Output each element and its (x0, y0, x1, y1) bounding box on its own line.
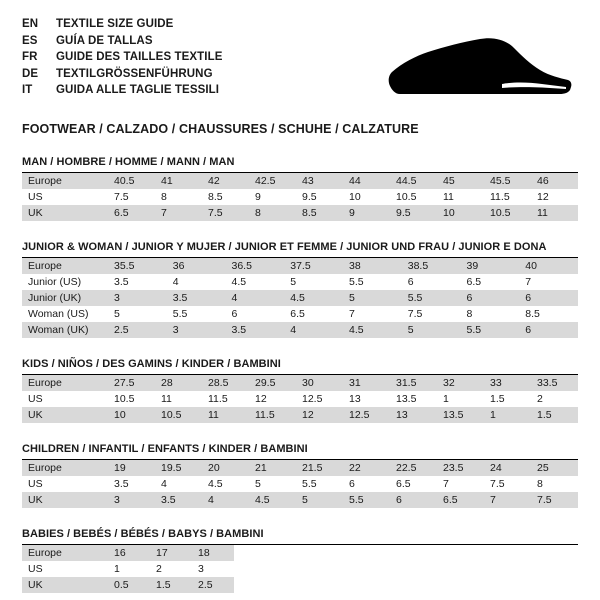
cell: 2 (537, 393, 543, 405)
cell: 38 (343, 258, 402, 274)
cell: 6.5 (396, 478, 411, 490)
cell: 11 (161, 393, 172, 405)
cell: 8.5 (525, 308, 540, 320)
table-row (22, 391, 578, 407)
cell: 7.5 (114, 191, 129, 203)
language-text: TEXTILGRÖSSENFÜHRUNG (56, 67, 213, 80)
cell: 4.5 (284, 290, 343, 306)
table-row (22, 173, 578, 189)
row-label: US (28, 191, 43, 203)
cell: 6 (231, 308, 238, 320)
section-title: KIDS / NIÑOS / DES GAMINS / KINDER / BAMBINI (22, 358, 578, 375)
row-label: Europe (22, 258, 108, 274)
size-table-kids (22, 375, 578, 423)
cell: 33.5 (531, 375, 578, 391)
cell: 27.5 (108, 375, 155, 391)
section-title: CHILDREN / INFANTIL / ENFANTS / KINDER / BAMBINI (22, 443, 578, 460)
size-table-babies (22, 545, 578, 593)
cell: 6 (461, 290, 520, 306)
language-text: TEXTILE SIZE GUIDE (56, 18, 174, 30)
cell: 10.5 (396, 191, 417, 203)
cell: 42.5 (249, 173, 296, 189)
cell: 5.5 (349, 276, 364, 288)
cell: 9.5 (390, 205, 437, 221)
cell: 23.5 (437, 460, 484, 476)
cell: 4.5 (208, 478, 223, 490)
cell: 2.5 (108, 322, 167, 338)
table-row (22, 492, 578, 508)
row-label: UK (22, 492, 108, 508)
cell: 18 (192, 545, 234, 561)
cell: 28.5 (202, 375, 249, 391)
cell: 6 (519, 290, 578, 306)
table-row (22, 274, 578, 290)
cell: 30 (296, 375, 343, 391)
language-row (22, 49, 223, 66)
cell: 41 (155, 173, 202, 189)
cell: 4 (172, 276, 179, 288)
category-title: FOOTWEAR / CALZADO / CHAUSSURES / SCHUHE / CALZATURE (22, 122, 419, 136)
cell: 12.5 (302, 393, 323, 405)
row-label: US (28, 393, 43, 405)
cell: 20 (202, 460, 249, 476)
cell: 40 (519, 258, 578, 274)
table-row (22, 306, 578, 322)
cell: 46 (531, 173, 578, 189)
table-row (22, 545, 578, 561)
cell-empty (234, 577, 578, 593)
cell: 4.5 (231, 276, 247, 288)
table-row (22, 460, 578, 476)
cell: 5 (255, 478, 261, 490)
row-label: Europe (22, 173, 108, 189)
cell: 1 (114, 563, 120, 575)
section-kids (22, 358, 578, 423)
row-label: Woman (UK) (22, 322, 108, 338)
cell: 8 (537, 478, 543, 490)
cell: 13.5 (396, 393, 417, 405)
cell: 44.5 (390, 173, 437, 189)
cell: 21.5 (296, 460, 343, 476)
table-row (22, 407, 578, 423)
cell: 17 (150, 545, 192, 561)
cell: 1.5 (531, 407, 578, 423)
cell: 6.5 (108, 205, 155, 221)
section-title: BABIES / BEBÉS / BÉBÉS / BABYS / BAMBINI (22, 528, 578, 545)
cell: 7.5 (531, 492, 578, 508)
cell: 5.5 (402, 290, 461, 306)
cell: 6 (519, 322, 578, 338)
cell: 3 (198, 563, 204, 575)
cell: 7 (484, 492, 531, 508)
cell: 4 (284, 322, 343, 338)
cell: 1.5 (490, 393, 505, 405)
cell: 5 (343, 290, 402, 306)
size-table-children (22, 460, 578, 508)
cell: 5 (290, 276, 297, 288)
cell: 6.5 (466, 276, 482, 288)
cell: 8 (466, 308, 473, 320)
language-text: GUIDE DES TAILLES TEXTILE (56, 51, 223, 63)
cell: 3 (108, 290, 167, 306)
cell: 31.5 (390, 375, 437, 391)
cell: 9 (343, 205, 390, 221)
cell: 1.5 (150, 577, 192, 593)
cell: 3.5 (167, 290, 226, 306)
cell: 10 (437, 205, 484, 221)
language-row (22, 33, 223, 50)
cell: 3 (167, 322, 226, 338)
cell: 3.5 (155, 492, 202, 508)
cell: 5.5 (461, 322, 520, 338)
cell: 11 (531, 205, 578, 221)
cell: 28 (155, 375, 202, 391)
row-label: US (28, 563, 43, 575)
table-row (22, 290, 578, 306)
table-row (22, 375, 578, 391)
cell: 7.5 (407, 308, 423, 320)
row-label: UK (22, 577, 108, 593)
cell: 5 (402, 322, 461, 338)
cell: 12.5 (343, 407, 390, 423)
cell: 8.5 (296, 205, 343, 221)
cell: 43 (296, 173, 343, 189)
cell: 12 (537, 191, 549, 203)
language-text: GUÍA DE TALLAS (56, 34, 153, 47)
table-row (22, 322, 578, 338)
cell: 2 (156, 563, 162, 575)
cell: 6.5 (437, 492, 484, 508)
language-text: GUIDA ALLE TAGLIE TESSILI (56, 84, 220, 96)
row-label: Europe (22, 545, 108, 561)
language-code: FR (22, 51, 38, 63)
row-label: Europe (22, 375, 108, 391)
language-code: ES (22, 34, 38, 47)
cell: 11.5 (490, 191, 510, 203)
cell: 7 (349, 308, 355, 320)
cell: 10.5 (484, 205, 531, 221)
cell: 40.5 (108, 173, 155, 189)
row-label: Junior (UK) (22, 290, 108, 306)
cell: 6 (390, 492, 437, 508)
cell: 3 (108, 492, 155, 508)
cell: 39 (461, 258, 520, 274)
cell: 7 (525, 276, 532, 288)
cell: 8.5 (208, 191, 223, 203)
cell: 4 (161, 478, 167, 490)
cell: 7.5 (490, 478, 505, 490)
table-row (22, 205, 578, 221)
cell: 19.5 (155, 460, 202, 476)
cell: 11 (443, 191, 454, 203)
page-header (22, 16, 578, 105)
cell: 6.5 (290, 308, 305, 320)
section-babies (22, 528, 578, 593)
cell: 21 (249, 460, 296, 476)
cell: 38.5 (402, 258, 461, 274)
cell: 1 (484, 407, 531, 423)
cell: 24 (484, 460, 531, 476)
cell: 25 (531, 460, 578, 476)
cell: 4 (202, 492, 249, 508)
cell: 10 (349, 191, 361, 203)
cell: 36 (167, 258, 226, 274)
cell: 35.5 (108, 258, 167, 274)
language-code: IT (22, 84, 33, 96)
cell: 4 (226, 290, 285, 306)
row-label: Junior (US) (28, 276, 82, 288)
section-man (22, 156, 578, 221)
section-title: JUNIOR & WOMAN / JUNIOR Y MUJER / JUNIOR ET FEMME / JUNIOR UND FRAU / JUNIOR E DONA (22, 241, 578, 258)
cell: 19 (108, 460, 155, 476)
cell: 8 (249, 205, 296, 221)
cell: 3.5 (114, 478, 129, 490)
cell: 3.5 (114, 276, 129, 288)
language-list (22, 16, 223, 99)
row-label: US (28, 478, 43, 490)
cell: 4.5 (249, 492, 296, 508)
cell: 12 (255, 393, 267, 405)
cell: 5.5 (172, 308, 188, 320)
cell-empty (234, 545, 578, 561)
cell: 13 (349, 393, 361, 405)
section-title: MAN / HOMBRE / HOMME / MANN / MAN (22, 156, 578, 173)
cell: 7 (155, 205, 202, 221)
cell: 5.5 (302, 478, 317, 490)
language-row (22, 82, 223, 99)
row-label: UK (22, 407, 108, 423)
section-junior-woman (22, 241, 578, 338)
cell: 36.5 (226, 258, 285, 274)
cell: 42 (202, 173, 249, 189)
cell: 10 (108, 407, 155, 423)
cell: 8 (161, 191, 167, 203)
cell: 5 (296, 492, 343, 508)
cell: 6 (349, 478, 355, 490)
cell: 10.5 (114, 393, 135, 405)
language-row (22, 66, 223, 83)
cell: 7 (443, 478, 449, 490)
cell: 11.5 (249, 407, 296, 423)
cell: 6 (407, 276, 414, 288)
cell: 11.5 (208, 393, 228, 405)
cell: 7.5 (202, 205, 249, 221)
row-label: UK (22, 205, 108, 221)
cell: 22.5 (390, 460, 437, 476)
language-code: DE (22, 67, 39, 80)
cell: 16 (108, 545, 150, 561)
section-children (22, 443, 578, 508)
table-row (22, 476, 578, 492)
cell-empty (234, 561, 578, 577)
cell: 5 (114, 308, 120, 320)
cell: 33 (484, 375, 531, 391)
cell: 2.5 (192, 577, 234, 593)
language-row (22, 16, 223, 33)
cell: 11 (202, 407, 249, 423)
size-table-junior-woman (22, 258, 578, 338)
cell: 31 (343, 375, 390, 391)
cell: 45 (437, 173, 484, 189)
cell: 29.5 (249, 375, 296, 391)
row-label: Europe (22, 460, 108, 476)
cell: 22 (343, 460, 390, 476)
table-row (22, 189, 578, 205)
cell: 3.5 (226, 322, 285, 338)
cell: 5.5 (343, 492, 390, 508)
cell: 1 (443, 393, 449, 405)
cell: 9.5 (302, 191, 317, 203)
cell: 32 (437, 375, 484, 391)
table-row (22, 258, 578, 274)
cell: 4.5 (343, 322, 402, 338)
dress-shoe-icon (382, 30, 572, 105)
table-row (22, 577, 578, 593)
row-label: Woman (US) (28, 308, 89, 320)
cell: 9 (255, 191, 261, 203)
cell: 44 (343, 173, 390, 189)
cell: 37.5 (284, 258, 343, 274)
cell: 12 (296, 407, 343, 423)
cell: 13.5 (437, 407, 484, 423)
size-table-man (22, 173, 578, 221)
cell: 10.5 (155, 407, 202, 423)
cell: 0.5 (108, 577, 150, 593)
language-code: EN (22, 18, 39, 30)
table-row (22, 561, 578, 577)
cell: 45.5 (484, 173, 531, 189)
cell: 13 (390, 407, 437, 423)
